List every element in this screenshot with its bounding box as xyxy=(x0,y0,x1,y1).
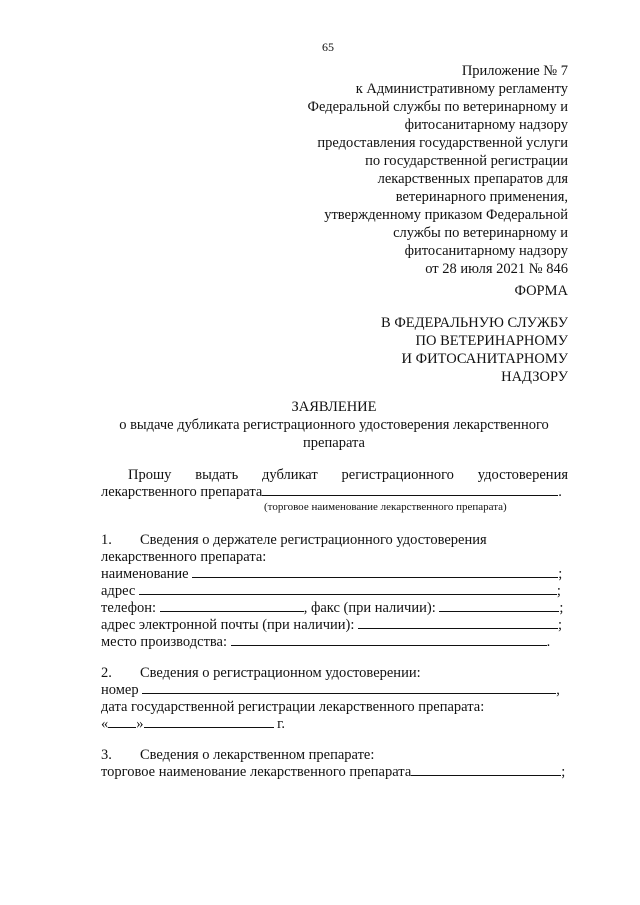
appendix-line: к Административному регламенту xyxy=(355,81,568,97)
appendix-line: фитосанитарному надзору xyxy=(404,243,568,259)
holder-address-field[interactable] xyxy=(139,582,557,595)
fax-field[interactable] xyxy=(439,599,559,612)
request-word: выдать xyxy=(195,467,239,483)
drug-name-hint: (торговое наименование лекарственного препарата) xyxy=(264,501,507,513)
day-field[interactable] xyxy=(108,715,136,728)
addressee-block xyxy=(308,314,568,386)
holder-phone-row xyxy=(101,599,563,617)
appendix-line: ветеринарного применения, xyxy=(395,189,568,205)
request-word: Прошу xyxy=(128,467,172,483)
drug-name-field[interactable] xyxy=(262,483,558,496)
holder-name-row xyxy=(101,565,562,583)
drug-label: лекарственного препарата xyxy=(101,484,263,500)
trade-name-row xyxy=(101,763,565,781)
semicolon: ; xyxy=(559,600,564,616)
registration-date-label: дата государственной регистрации лекарственного препарата: xyxy=(101,699,485,715)
form-label: ФОРМА xyxy=(514,283,568,299)
production-label: место производства: xyxy=(101,634,228,650)
year-suffix: г. xyxy=(277,716,286,732)
document-title: ЗАЯВЛЕНИЕ xyxy=(291,399,377,415)
holder-name-label: наименование xyxy=(101,566,189,582)
trade-name-label: торговое наименование лекарственного препарата xyxy=(101,764,412,780)
trade-name-field[interactable] xyxy=(411,763,561,776)
page-number: 65 xyxy=(322,40,334,54)
request-word: дубликат xyxy=(262,467,318,483)
certificate-number-field[interactable] xyxy=(142,681,556,694)
appendix-line: службы по ветеринарному и xyxy=(393,225,568,241)
document-subtitle-line2: препарата xyxy=(303,435,365,451)
request-word: регистрационного xyxy=(341,467,454,483)
section3-number: 3. xyxy=(101,747,112,763)
certificate-number-row xyxy=(101,681,560,699)
email-label: адрес электронной почты (при наличии): xyxy=(101,617,355,633)
phone-field[interactable] xyxy=(160,599,304,612)
semicolon: ; xyxy=(558,617,563,633)
appendix-line: Федеральной службы по ветеринарному и xyxy=(307,99,568,115)
appendix-block xyxy=(268,62,568,278)
addressee-line: В ФЕДЕРАЛЬНУЮ СЛУЖБУ xyxy=(381,315,568,331)
month-year-field[interactable] xyxy=(144,715,274,728)
holder-address-label: адрес xyxy=(101,583,136,599)
period-mark: . xyxy=(546,634,551,650)
section3-title: Сведения о лекарственном препарате: xyxy=(140,747,375,763)
fax-label: , факс (при наличии): xyxy=(303,600,436,616)
period-mark: . xyxy=(558,484,562,500)
holder-name-field[interactable] xyxy=(192,565,558,578)
email-field[interactable] xyxy=(358,616,558,629)
production-field[interactable] xyxy=(231,633,547,646)
appendix-line: утвержденному приказом Федеральной xyxy=(324,207,568,223)
request-word: удостоверения xyxy=(477,467,568,483)
appendix-line: лекарственных препаратов для xyxy=(377,171,568,187)
addressee-line: И ФИТОСАНИТАРНОМУ xyxy=(401,351,568,367)
open-quote: « xyxy=(101,716,109,732)
close-quote: » xyxy=(136,716,144,732)
certificate-number-label: номер xyxy=(101,682,139,698)
comma-mark: , xyxy=(556,682,560,698)
appendix-line: от 28 июля 2021 № 846 xyxy=(425,261,568,277)
section2-title: Сведения о регистрационном удостоверении: xyxy=(140,665,421,681)
registration-date-row xyxy=(101,715,285,733)
semicolon: ; xyxy=(558,566,563,582)
section1-number: 1. xyxy=(101,532,112,548)
addressee-line: ПО ВЕТЕРИНАРНОМУ xyxy=(415,333,568,349)
section2-number: 2. xyxy=(101,665,112,681)
document-subtitle-line1: о выдаче дубликата регистрационного удостоверения лекарственного xyxy=(119,417,549,433)
request-line1 xyxy=(128,466,568,484)
request-line2 xyxy=(101,483,562,501)
production-site-row xyxy=(101,633,550,651)
holder-email-row xyxy=(101,616,562,634)
appendix-line: по государственной регистрации xyxy=(365,153,568,169)
addressee-line: НАДЗОРУ xyxy=(501,369,568,385)
semicolon: ; xyxy=(561,764,566,780)
semicolon: ; xyxy=(556,583,561,599)
section1-title: Сведения о держателе регистрационного удостоверения xyxy=(140,532,487,548)
appendix-line: фитосанитарному надзору xyxy=(404,117,568,133)
section1-title-cont: лекарственного препарата: xyxy=(101,549,267,565)
holder-address-row xyxy=(101,582,561,600)
appendix-line: Приложение № 7 xyxy=(461,63,568,79)
phone-label: телефон: xyxy=(101,600,157,616)
appendix-line: предоставления государственной услуги xyxy=(317,135,568,151)
